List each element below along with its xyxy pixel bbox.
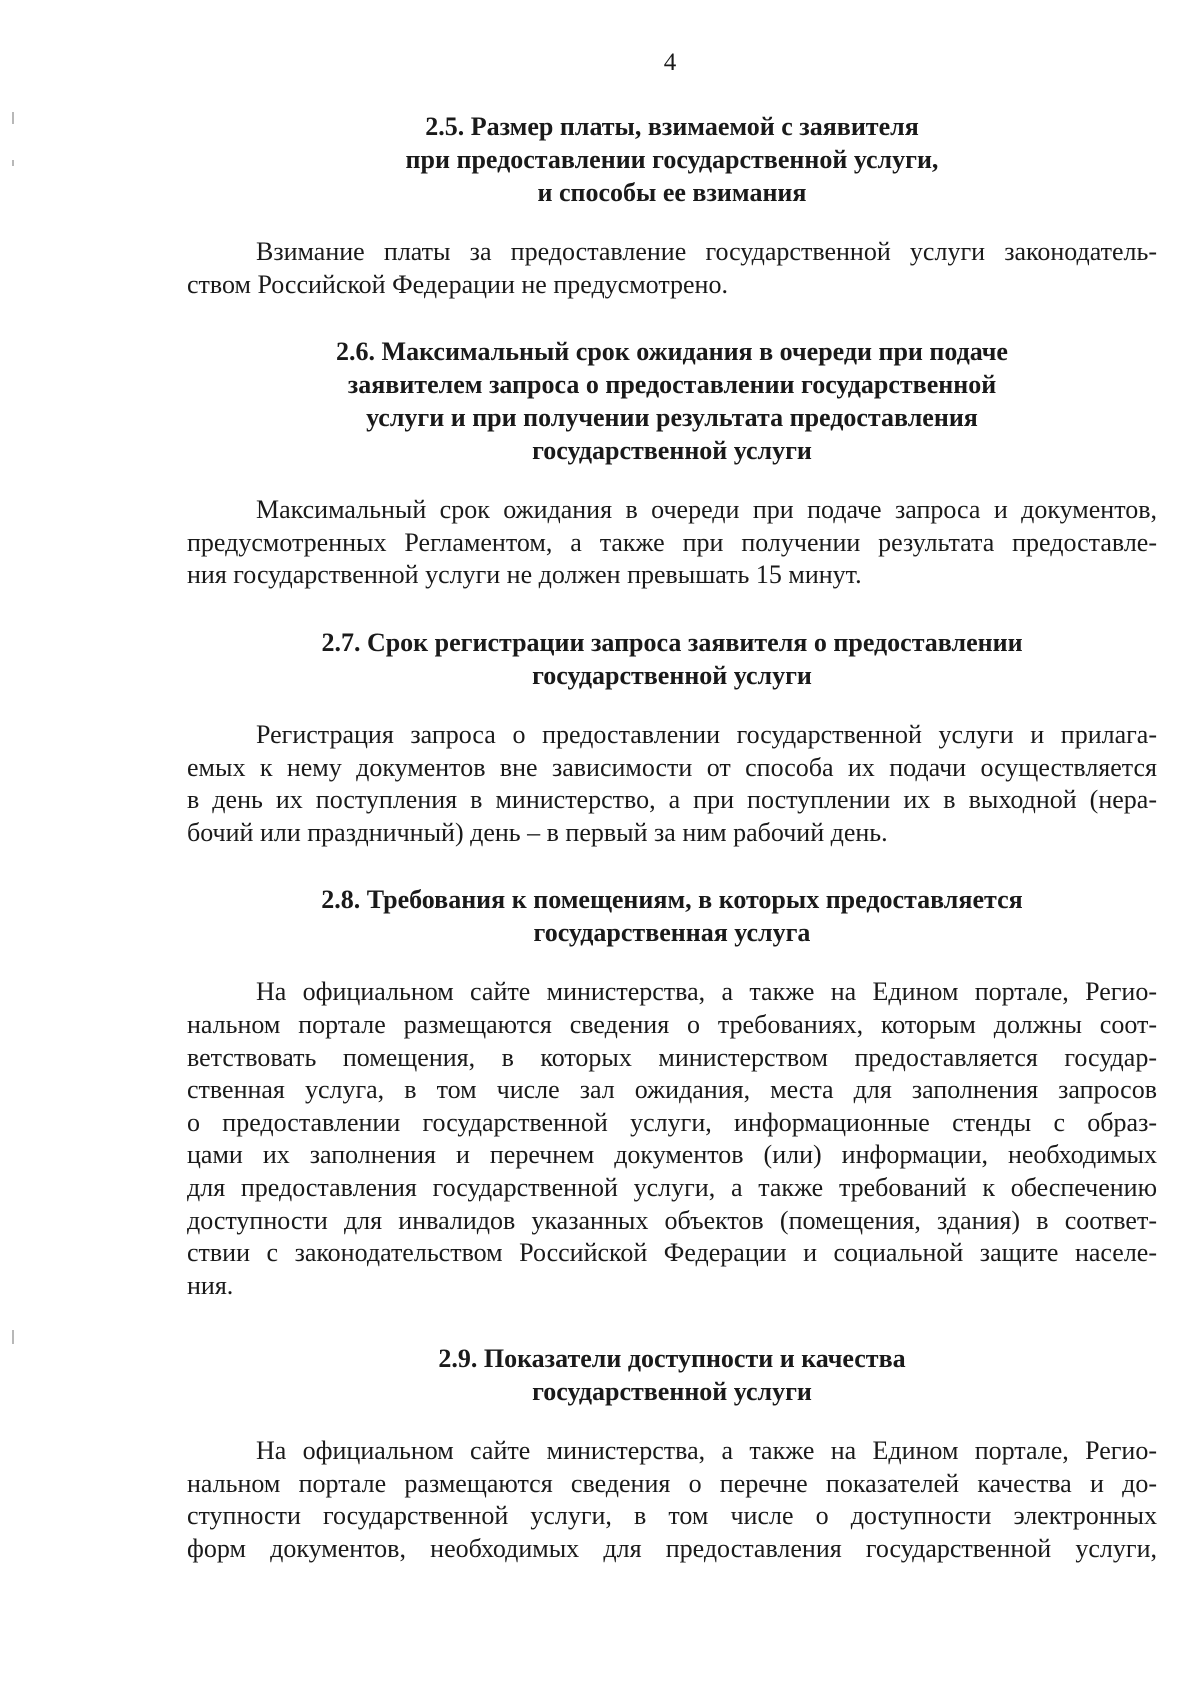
paragraph-line: нальном портале размещаются сведения о требованиях, которым должны соот- (187, 1009, 1157, 1039)
paragraph-line: предусмотренных Регламентом, а также при получении результата предоставле- (187, 527, 1157, 557)
paragraph-line: емых к нему документов вне зависимости от способа их подачи осуществляется (187, 752, 1157, 782)
scan-artifact-mark (12, 112, 14, 124)
section-heading (187, 626, 1157, 692)
section-paragraph (187, 1435, 1157, 1565)
paragraph-line: в день их поступления в министерство, а при поступлении их в выходной (нера- (187, 785, 1157, 815)
heading-line: заявителем запроса о предоставлении государственной (347, 370, 997, 400)
scan-artifact-mark (12, 160, 14, 166)
heading-line: при предоставлении государственной услуги, (405, 145, 939, 174)
paragraph-line: нальном портале размещаются сведения о перечне показателей качества и до- (187, 1468, 1157, 1498)
paragraph-line: ния. (187, 1270, 234, 1300)
heading-line: услуги и при получении результата предоставления (366, 403, 978, 433)
paragraph-line: ственная услуга, в том числе зал ожидания, места для заполнения запросов (187, 1075, 1157, 1105)
section-heading (187, 335, 1157, 467)
paragraph-line: о предоставлении государственной услуги, информационные стенды с образ- (187, 1107, 1157, 1137)
scan-artifact-mark (12, 1330, 14, 1344)
paragraph-line: бочий или праздничный) день – в первый за ним рабочий день. (187, 817, 888, 847)
document-body (187, 110, 1157, 1566)
section-heading (187, 1342, 1157, 1408)
paragraph-line: ния государственной услуги не должен превышать 15 минут. (187, 560, 862, 590)
paragraph-line: ствии с законодательством Российской Федерации и социальной защите населе- (187, 1238, 1157, 1268)
paragraph-line: ветствовать помещения, в которых министерством предоставляется государ- (187, 1042, 1157, 1072)
heading-line: государственной услуги (532, 1377, 812, 1407)
heading-line: 2.6. Максимальный срок ожидания в очереди при подаче (336, 337, 1008, 367)
paragraph-line: Взимание платы за предоставление государственной услуги законодатель- (256, 237, 1157, 266)
section-heading (187, 883, 1157, 949)
paragraph-line: ством Российской Федерации не предусмотрено. (187, 269, 728, 299)
paragraph-line: Максимальный срок ожидания в очереди при подаче запроса и документов, (256, 495, 1157, 525)
section-paragraph (187, 236, 1157, 301)
paragraph-line: ступности государственной услуги, в том числе о доступности электронных (187, 1501, 1157, 1531)
section-paragraph (187, 494, 1157, 592)
paragraph-line: Регистрация запроса о предоставлении государственной услуги и прилага- (256, 719, 1157, 749)
heading-line: государственной услуги (532, 660, 812, 690)
section-paragraph (187, 976, 1157, 1302)
section-heading (187, 110, 1157, 209)
paragraph-line: На официальном сайте министерства, а также на Едином портале, Регио- (256, 977, 1157, 1007)
paragraph-line: форм документов, необходимых для предоставления государственной услуги, (187, 1534, 1157, 1564)
heading-line: 2.7. Срок регистрации запроса заявителя о предоставлении (321, 627, 1023, 657)
heading-line: 2.9. Показатели доступности и качества (438, 1344, 906, 1374)
paragraph-line: На официальном сайте министерства, а также на Едином портале, Регио- (256, 1436, 1157, 1466)
page-number: 4 (663, 49, 677, 76)
section-paragraph (187, 719, 1157, 849)
heading-line: 2.5. Размер платы, взимаемой с заявителя (425, 112, 919, 141)
paragraph-line: доступности для инвалидов указанных объектов (помещения, здания) в соответ- (187, 1205, 1157, 1235)
heading-line: государственная услуга (533, 918, 811, 948)
heading-line: 2.8. Требования к помещениям, в которых предоставляется (321, 885, 1023, 915)
paragraph-line: цами их заполнения и перечнем документов (или) информации, необходимых (187, 1140, 1157, 1170)
heading-line: и способы ее взимания (537, 178, 807, 207)
paragraph-line: для предоставления государственной услуги, а также требований к обеспечению (187, 1172, 1157, 1202)
heading-line: государственной услуги (532, 436, 812, 466)
